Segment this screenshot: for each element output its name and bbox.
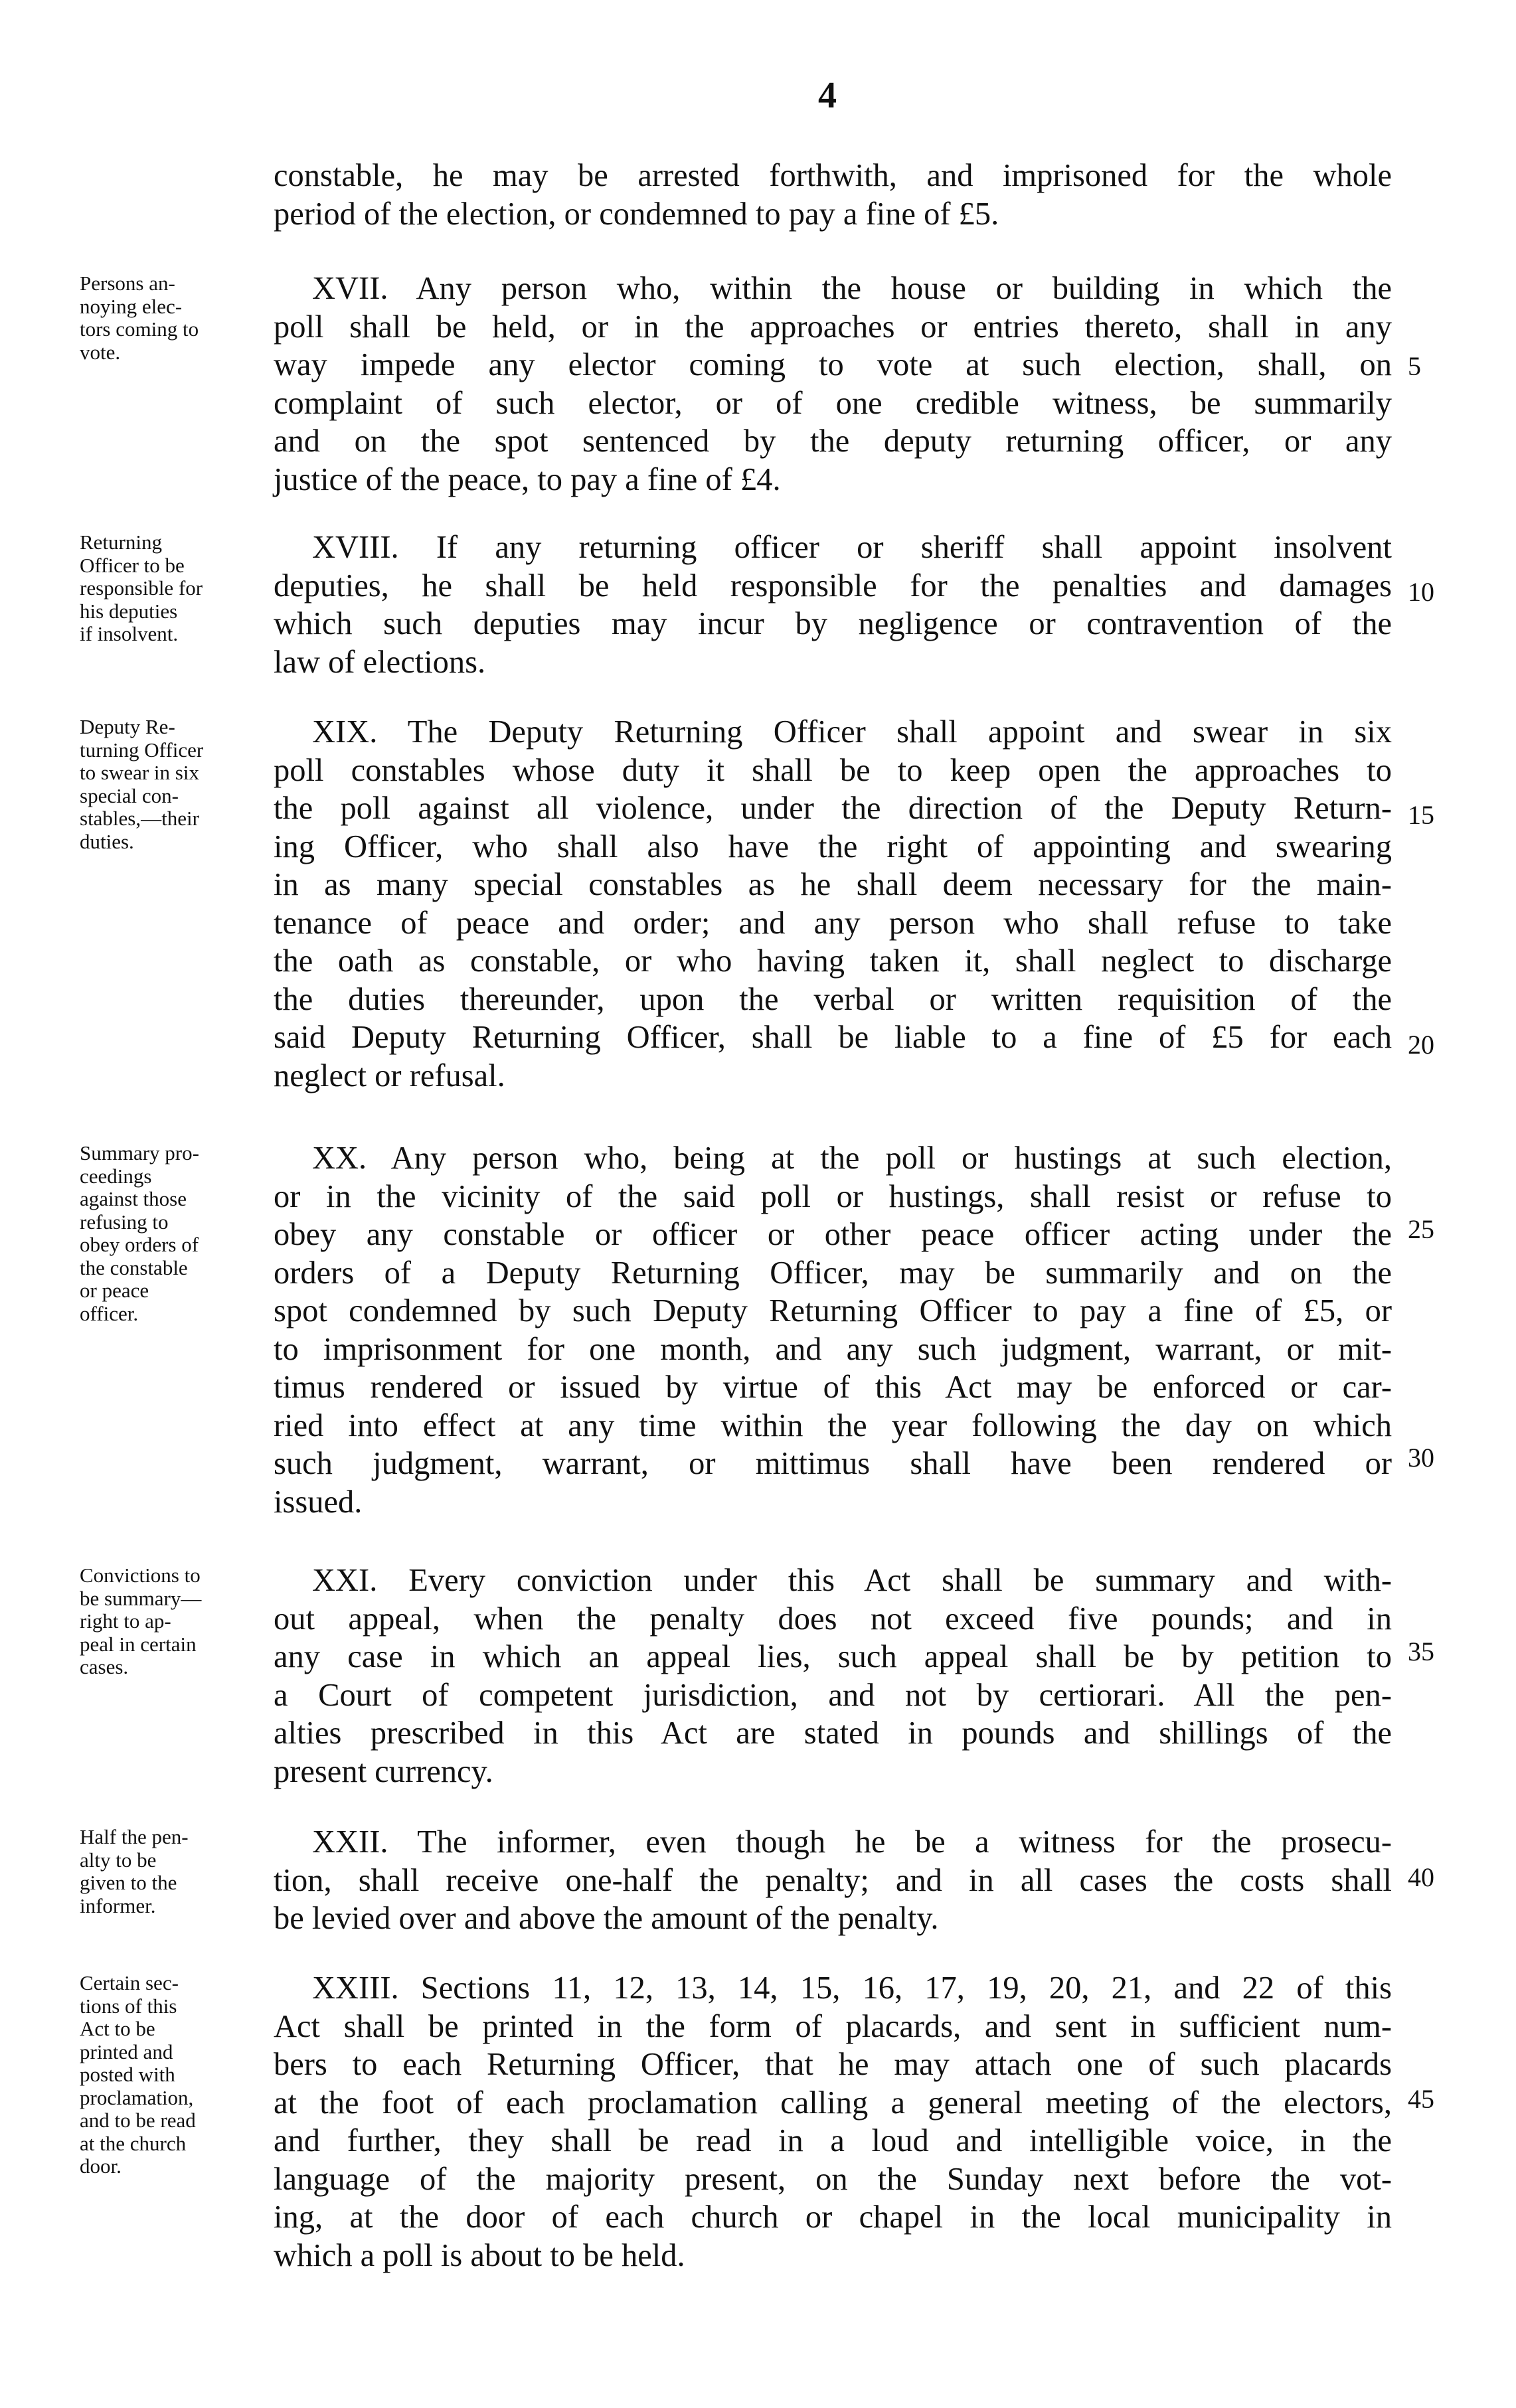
line-number: 15 [1408, 800, 1434, 830]
margin-note-line: special con- [80, 783, 179, 807]
margin-note-line: Act to be [80, 2017, 155, 2040]
section-22 [274, 1823, 1392, 1938]
text-line: period of the election, or condemned to pay a fine of £5. [274, 196, 999, 232]
margin-note-section-22 [80, 1826, 279, 1917]
text-line: XX. Any person who, being at the poll or hustings at such election, [312, 1141, 1392, 1176]
text-line: and on the spot sentenced by the deputy returning officer, or any [274, 424, 1392, 459]
margin-note-line: proclamation, [80, 2085, 194, 2109]
margin-note-line: tions of this [80, 1994, 177, 2018]
text-line: bers to each Returning Officer, that he may attach one of such placards [274, 2047, 1392, 2082]
margin-note-line: officer. [80, 1301, 139, 1325]
text-line: alties prescribed in this Act are stated in pounds and shillings of the [274, 1716, 1392, 1751]
text-line: which a poll is about to be held. [274, 2237, 685, 2273]
text-line: the duties thereunder, upon the verbal or written requisition of the [274, 981, 1392, 1017]
text-line: orders of a Deputy Returning Officer, may be summarily and on the [274, 1255, 1392, 1291]
margin-note-line: refusing to [80, 1210, 169, 1234]
section-23 [274, 1969, 1392, 2275]
text-line: present currency. [274, 1753, 493, 1789]
text-line: a Court of competent jurisdiction, and not by certiorari. All the pen- [274, 1677, 1392, 1713]
line-number: 30 [1408, 1443, 1434, 1473]
line-number: 45 [1408, 2084, 1434, 2114]
margin-note-line: door. [80, 2154, 122, 2178]
margin-note-line: alty to be [80, 1848, 157, 1872]
text-line: tion, shall receive one-half the penalty; and in all cases the costs shall [274, 1862, 1392, 1898]
text-line: XXIII. Sections 11, 12, 13, 14, 15, 16, 17, 19, 20, 21, and 22 of this [312, 1970, 1392, 2006]
line-number: 25 [1408, 1214, 1434, 1244]
section-20 [274, 1139, 1392, 1521]
line-number: 35 [1408, 1637, 1434, 1666]
margin-note-line: at the church [80, 2131, 187, 2155]
text-line: tenance of peace and order; and any person who shall refuse to take [274, 905, 1392, 941]
margin-note-line: obey orders of [80, 1233, 199, 1256]
text-line: justice of the peace, to pay a fine of £4. [274, 461, 781, 497]
text-line: to imprisonment for one month, and any such judgment, warrant, or mit- [274, 1331, 1392, 1367]
margin-note-line: and to be read [80, 2109, 196, 2132]
line-number: 5 [1408, 351, 1421, 381]
margin-note-section-23 [80, 1972, 279, 2178]
text-line: deputies, he shall be held responsible for the penalties and damages [274, 568, 1392, 603]
margin-note-line: if insolvent. [80, 622, 179, 645]
text-line: ing Officer, who shall also have the right of appointing and swearing [274, 829, 1392, 864]
text-line: language of the majority present, on the Sunday next before the vot- [274, 2161, 1392, 2197]
margin-note-section-18 [80, 531, 279, 646]
margin-note-line: peal in certain [80, 1632, 197, 1656]
text-line: XIX. The Deputy Returning Officer shall appoint and swear in six [312, 714, 1392, 750]
margin-note-line: ceedings [80, 1164, 152, 1188]
text-line: XVII. Any person who, within the house or building in which the [312, 271, 1392, 306]
margin-note-line: right to ap- [80, 1609, 171, 1633]
margin-note-line: Certain sec- [80, 1971, 179, 1994]
text-line: timus rendered or issued by virtue of this Act may be enforced or car- [274, 1370, 1392, 1405]
text-line: spot condemned by such Deputy Returning Officer to pay a fine of £5, or [274, 1293, 1392, 1328]
margin-note-section-19 [80, 716, 279, 853]
text-line: law of elections. [274, 644, 486, 680]
margin-note-line: the constable [80, 1255, 188, 1279]
section-17 [274, 270, 1392, 499]
margin-note-line: Deputy Re- [80, 715, 175, 738]
margin-note-line: informer. [80, 1893, 156, 1917]
margin-note-line: responsible for [80, 576, 203, 600]
margin-note-section-21 [80, 1564, 279, 1679]
margin-note-line: turning Officer [80, 738, 204, 762]
text-line: said Deputy Returning Officer, shall be liable to a fine of £5 for each [274, 1020, 1392, 1055]
margin-note-line: Convictions to [80, 1564, 201, 1587]
section-21 [274, 1562, 1392, 1791]
margin-note-line: given to the [80, 1871, 177, 1894]
text-line: which such deputies may incur by negligence or contravention of the [274, 606, 1392, 641]
line-number: 40 [1408, 1862, 1434, 1892]
margin-note-line: printed and [80, 2040, 173, 2063]
margin-note-line: duties. [80, 829, 134, 853]
margin-note-line: vote. [80, 340, 121, 364]
margin-note-line: Persons an- [80, 272, 175, 295]
text-line: constable, he may be arrested forthwith, and imprisoned for the whole [274, 158, 1392, 193]
text-line: such judgment, warrant, or mittimus shall have been rendered or [274, 1446, 1392, 1481]
intro-paragraph [274, 157, 1392, 233]
text-line: Act shall be printed in the form of placards, and sent in sufficient num- [274, 2008, 1392, 2044]
text-line: and further, they shall be read in a loud and intelligible voice, in the [274, 2123, 1392, 2158]
margin-note-line: Returning [80, 530, 162, 554]
margin-note-line: Officer to be [80, 553, 185, 577]
margin-note-line: to swear in six [80, 761, 199, 784]
text-line: complaint of such elector, or of one credible witness, be summarily [274, 385, 1392, 421]
text-line: out appeal, when the penalty does not exceed five pounds; and in [274, 1601, 1392, 1637]
margin-note-line: noying elec- [80, 294, 183, 318]
margin-note-line: against those [80, 1187, 187, 1210]
section-18 [274, 528, 1392, 681]
text-line: XVIII. If any returning officer or sheriff shall appoint insolvent [312, 530, 1392, 565]
margin-note-line: be summary— [80, 1586, 202, 1610]
text-line: be levied over and above the amount of the penalty. [274, 1901, 939, 1936]
text-line: the poll against all violence, under the direction of the Deputy Return- [274, 791, 1392, 826]
text-line: XXII. The informer, even though he be a witness for the prosecu- [312, 1824, 1392, 1860]
text-line: any case in which an appeal lies, such appeal shall be by petition to [274, 1639, 1392, 1674]
text-line: way impede any elector coming to vote at such election, shall, on [274, 347, 1392, 382]
text-line: or in the vicinity of the said poll or hustings, shall resist or refuse to [274, 1178, 1392, 1214]
margin-note-line: tors coming to [80, 317, 199, 341]
line-number: 20 [1408, 1030, 1434, 1060]
text-line: in as many special constables as he shall deem necessary for the main- [274, 867, 1392, 902]
margin-note-line: Summary pro- [80, 1141, 199, 1164]
text-line: ried into effect at any time within the year following the day on which [274, 1407, 1392, 1443]
margin-note-line: posted with [80, 2063, 175, 2086]
text-line: the oath as constable, or who having taken it, shall neglect to discharge [274, 943, 1392, 979]
text-line: issued. [274, 1484, 363, 1520]
margin-note-line: cases. [80, 1655, 129, 1678]
text-line: poll shall be held, or in the approaches or entries thereto, shall in any [274, 309, 1392, 345]
margin-note-section-17 [80, 272, 279, 364]
margin-note-line: Half the pen- [80, 1825, 189, 1848]
margin-note-line: stables,—their [80, 807, 199, 830]
margin-note-line: his deputies [80, 599, 178, 623]
text-line: poll constables whose duty it shall be to keep open the approaches to [274, 752, 1392, 788]
text-line: ing, at the door of each church or chapel in the local municipality in [274, 2200, 1392, 2235]
margin-note-section-20 [80, 1142, 279, 1325]
section-19 [274, 713, 1392, 1095]
line-number: 10 [1408, 577, 1434, 607]
text-line: obey any constable or officer or other peace officer acting under the [274, 1217, 1392, 1252]
text-line: neglect or refusal. [274, 1058, 505, 1093]
page-number: 4 [818, 75, 837, 116]
margin-note-line: or peace [80, 1279, 149, 1302]
text-line: XXI. Every conviction under this Act shall be summary and with- [312, 1563, 1392, 1598]
text-line: at the foot of each proclamation calling a general meeting of the electors, [274, 2085, 1392, 2121]
